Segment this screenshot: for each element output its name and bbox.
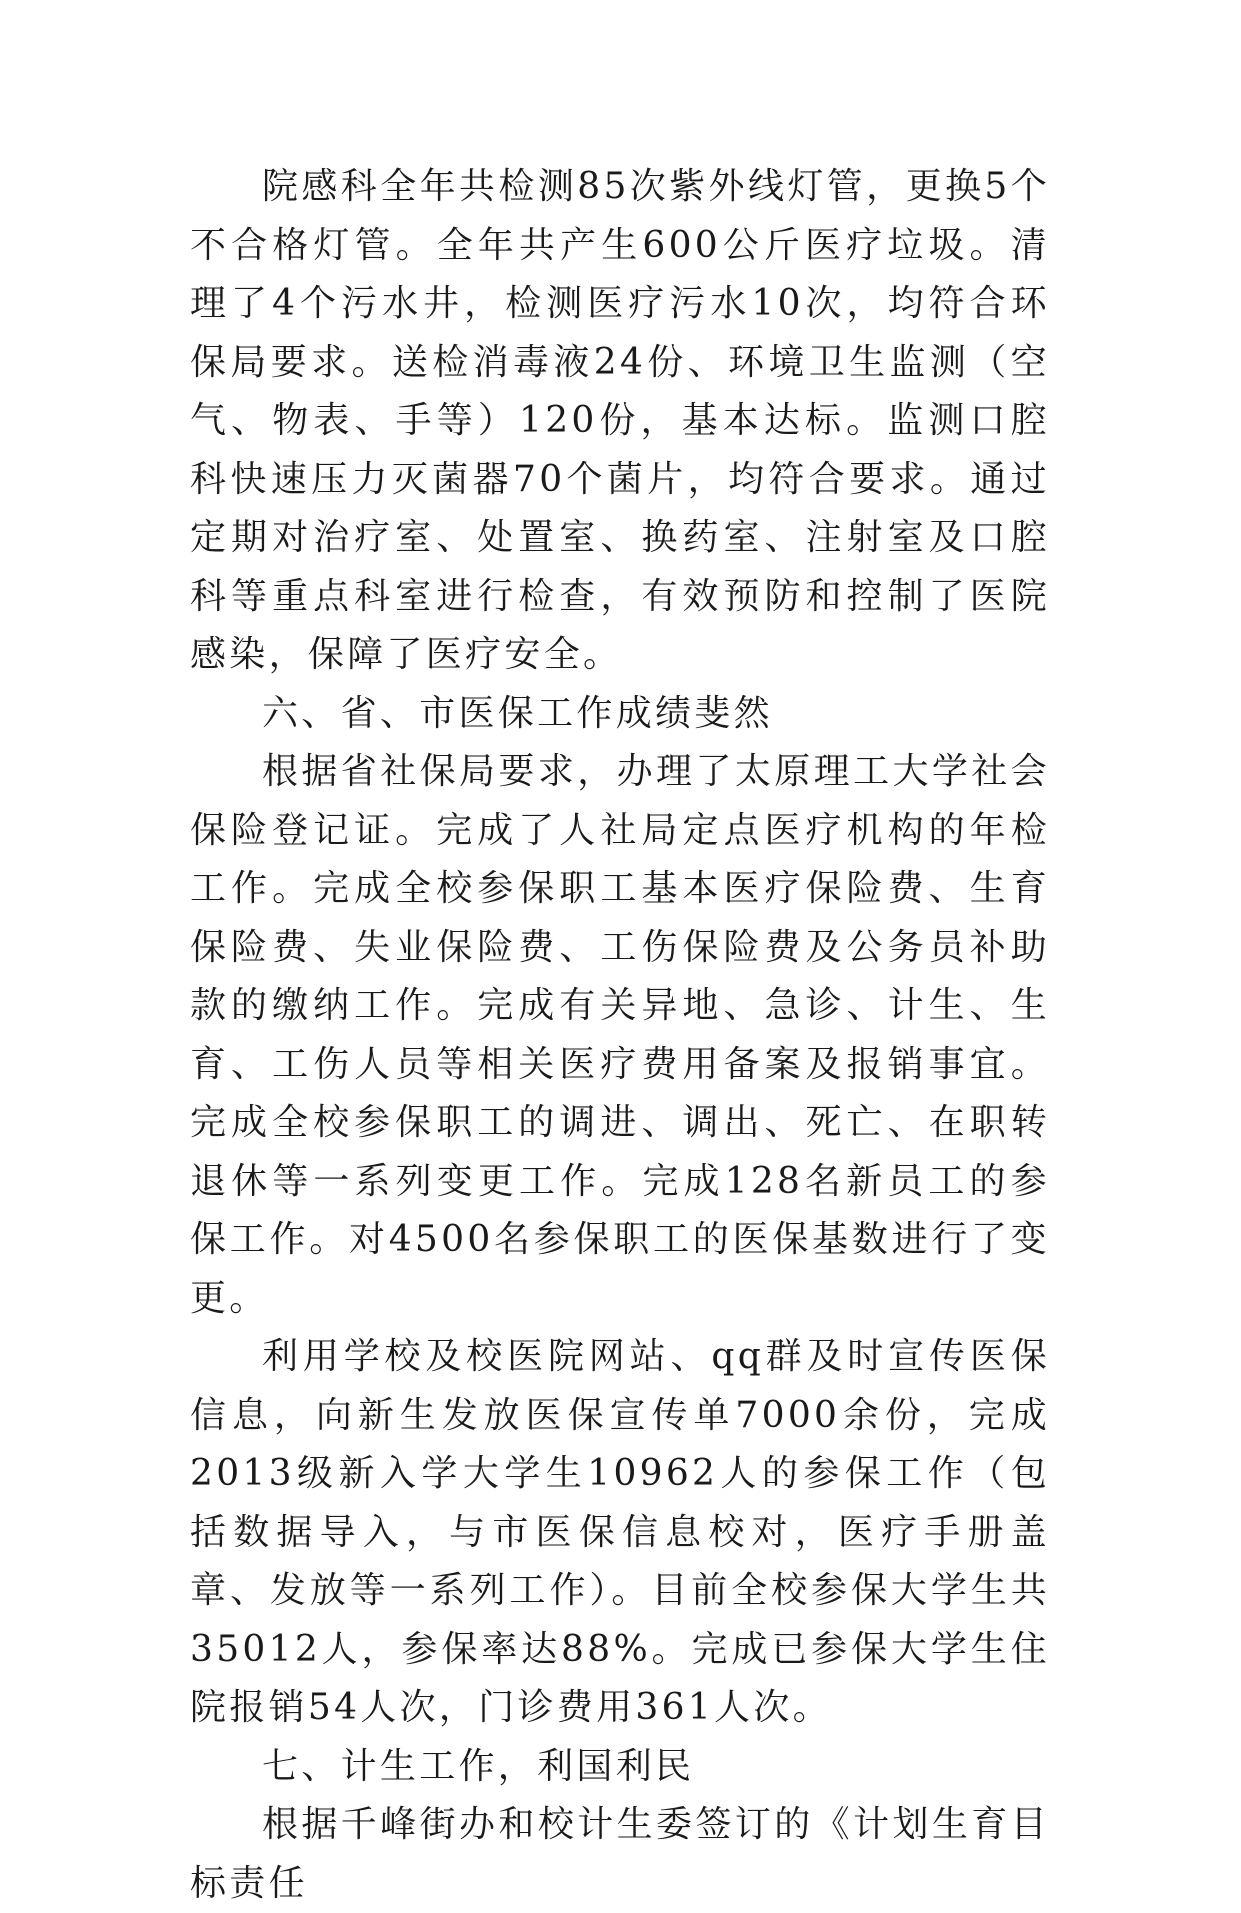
paragraph-staff-insurance: 根据省社保局要求，办理了太原理工大学社会保险登记证。完成了人社局定点医疗机构的年检工作。完成全校参保职工基本医疗保险费、生育保险费、失业保险费、工伤保险费及公务员补助款的缴纳工作。完成有关异地、急诊、计生、生育、工伤人员等相关医疗费用备案及报销事宜。完成全校参保职工的调进、调出、死亡、在职转退休等一系列变更工作。完成128名新员工的参保工作。对4500名参保职工的医保基数进行了变更。 [190,751,1050,1319]
paragraph-hospital-infection: 院感科全年共检测85次紫外线灯管，更换5个不合格灯管。全年共产生600公斤医疗垃圾。清理了4个污水井，检测医疗污水10次，均符合环保局要求。送检消毒液24份、环境卫生监测（空气、物表、手等）120份，基本达标。监测口腔科快速压力灭菌器70个菌片，均符合要求。通过定期对治疗室、处置室、换药室、注射室及口腔科等重点科室进行检查，有效预防和控制了医院感染，保障了医疗安全。 [190,166,1050,675]
paragraph-student-insurance: 利用学校及校医院网站、qq群及时宣传医保信息，向新生发放医保宣传单7000余份，完成2013级新入学大学生10962人的参保工作（包括数据导入，与市医保信息校对，医疗手册盖章、发放等一系列工作）。目前全校参保大学生共35012人，参保率达88%。完成已参保大学生住院报销54人次，门诊费用361人次。 [190,1336,1050,1728]
document-body [190,158,1050,1913]
section-heading-family-planning: 七、计生工作，利国利民 [262,1745,695,1787]
paragraph-family-planning: 根据千峰街办和校计生委签订的《计划生育目标责任 [190,1804,1050,1904]
section-heading-medical-insurance: 六、省、市医保工作成绩斐然 [262,692,773,734]
